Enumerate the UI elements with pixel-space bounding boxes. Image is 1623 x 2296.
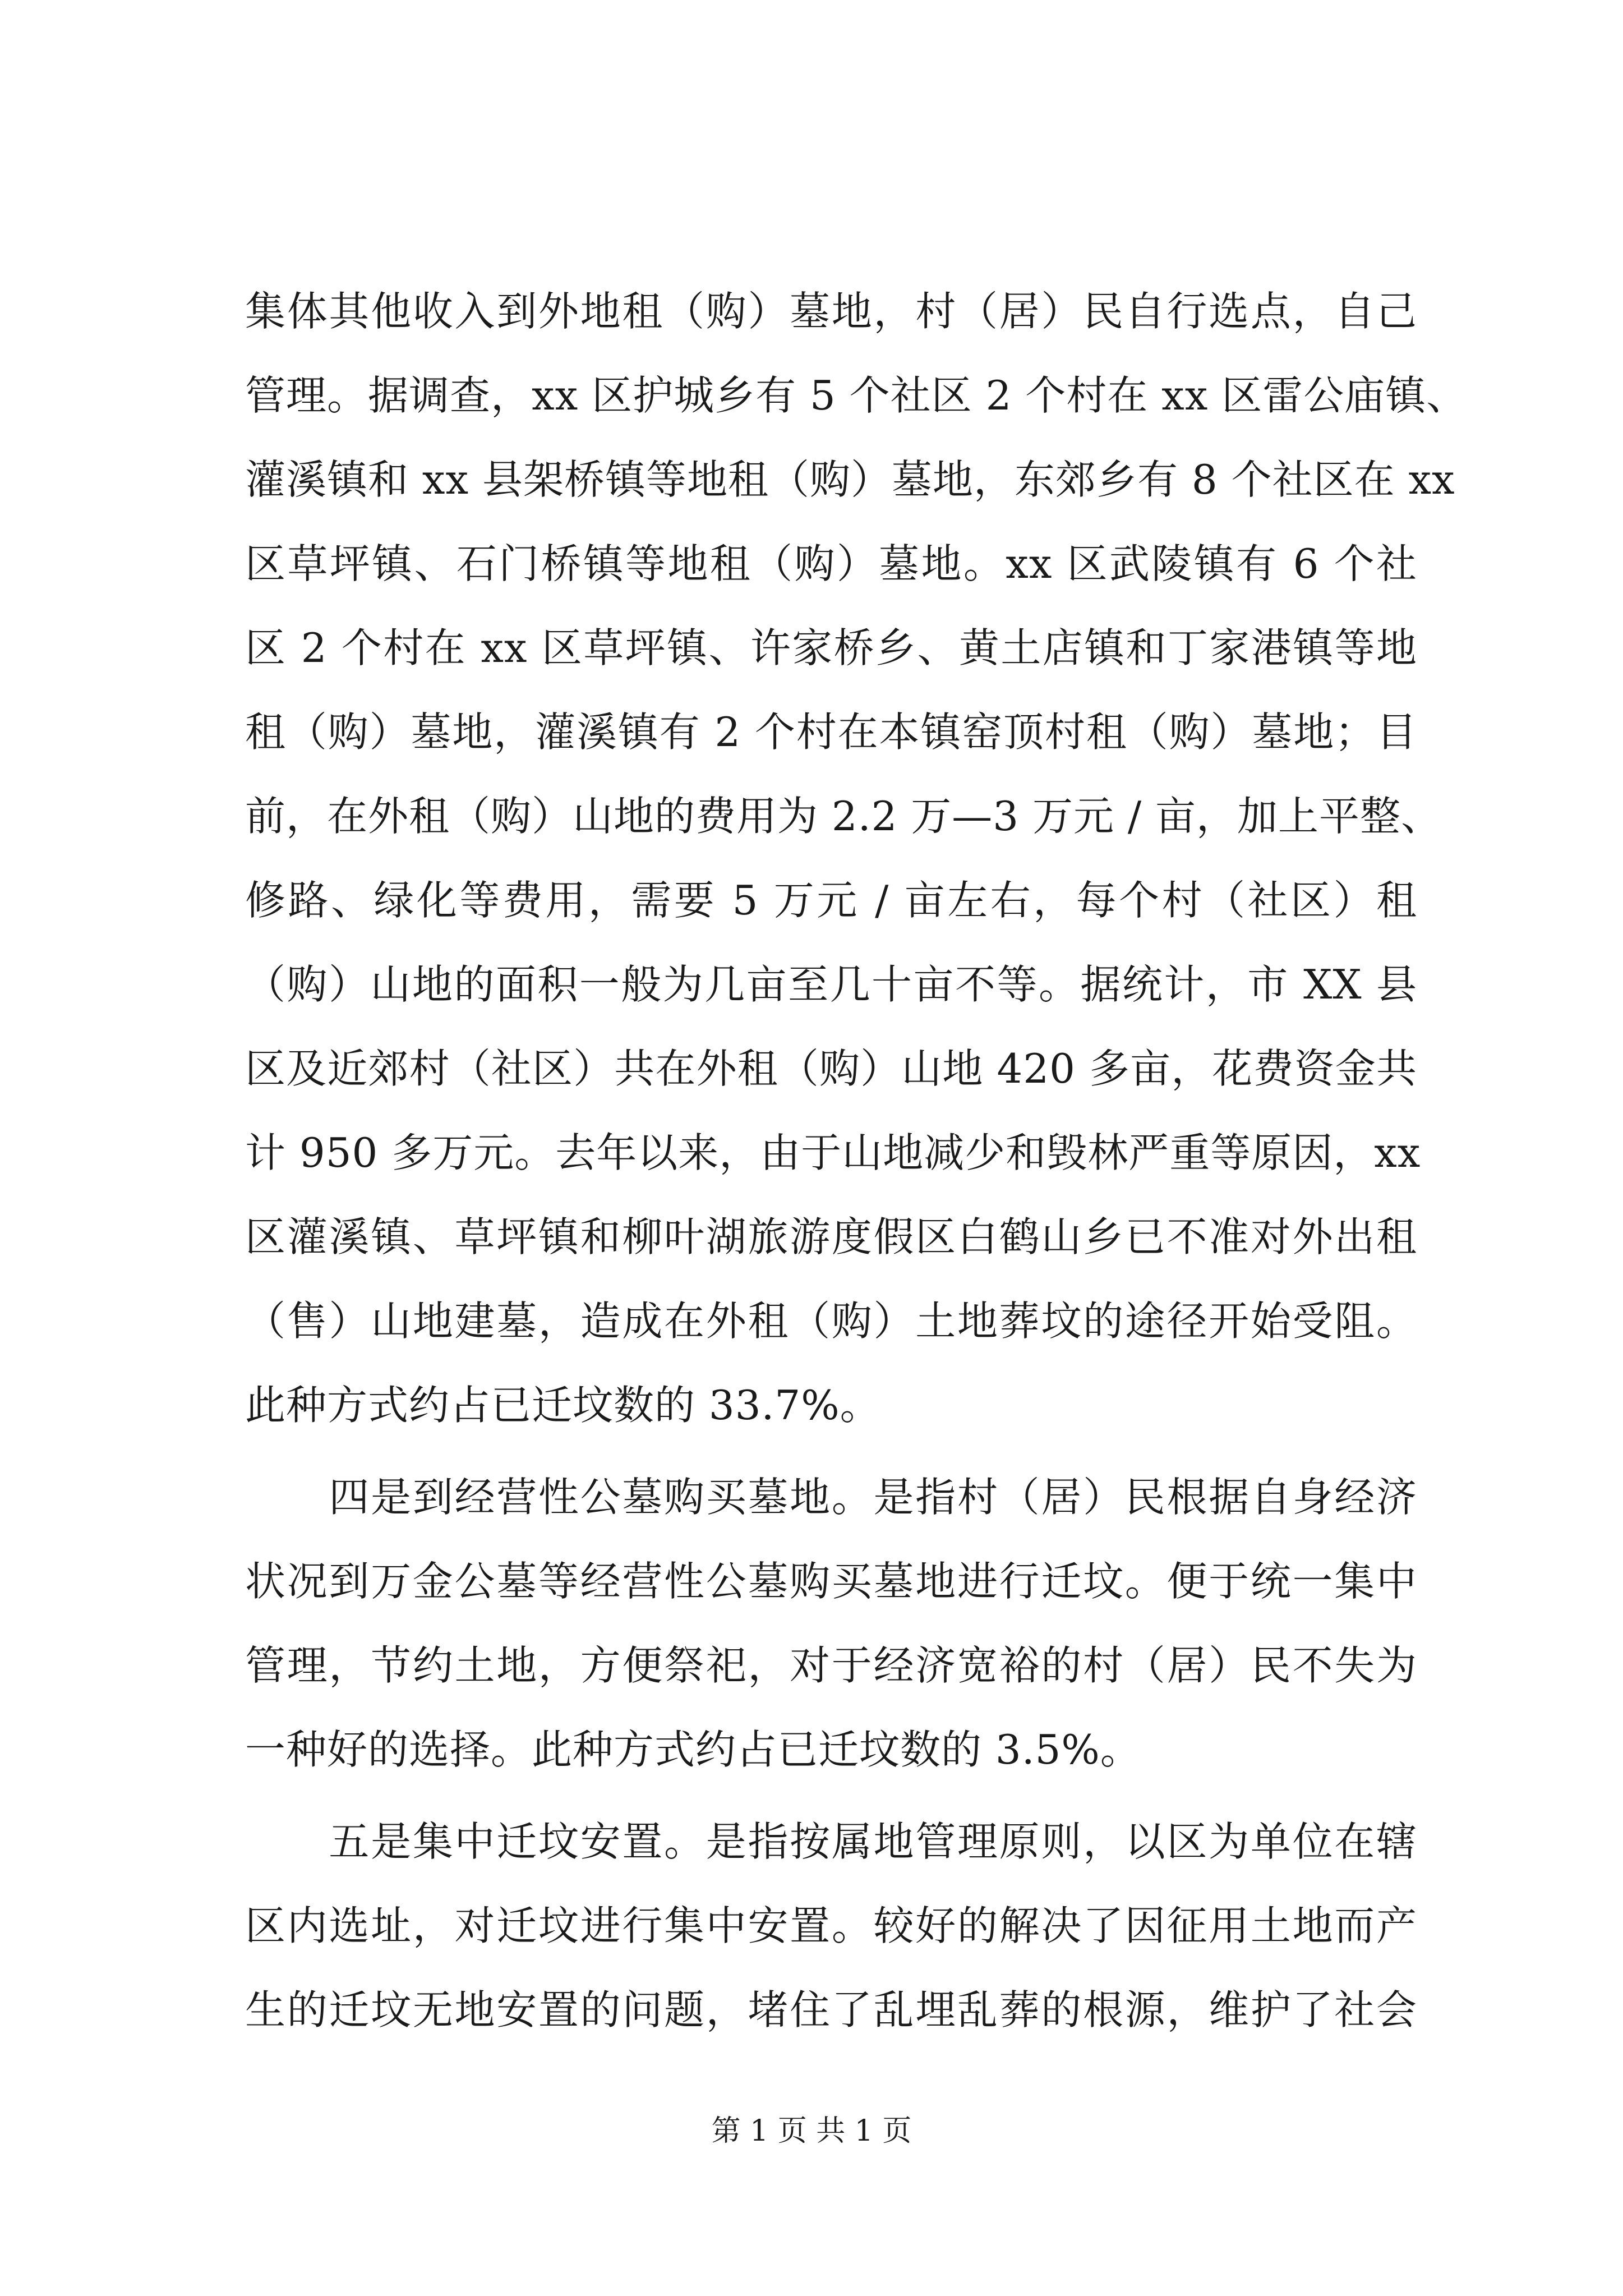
text-line: 一种好的选择。此种方式约占已迁坟数的 3.5%。 (245, 1726, 1141, 1773)
text-line: 区内选址，对迁坟进行集中安置。较好的解决了因征用土地而产 (245, 1902, 1417, 1949)
text-line: 区灌溪镇、草坪镇和柳叶湖旅游度假区白鹤山乡已不准对外出租 (245, 1213, 1417, 1260)
text-line: 管理，节约土地，方便祭祀，对于经济宽裕的村（居）民不失为 (245, 1642, 1417, 1689)
page-number-label: 第 1 页 共 1 页 (711, 2114, 912, 2148)
document-body (245, 269, 1468, 2052)
text-line: 四是到经营性公墓购买墓地。是指村（居）民根据自身经济 (245, 1474, 1417, 1521)
text-line: 租（购）墓地，灌溪镇有 2 个村在本镇窑顶村租（购）墓地；目 (245, 708, 1417, 756)
text-line: 计 950 多万元。去年以来，由于山地减少和毁林严重等原因，xx (245, 1129, 1421, 1176)
paragraph (245, 269, 1468, 1447)
text-line: 区及近郊村（社区）共在外租（购）山地 420 多亩，花费资金共 (245, 1045, 1417, 1092)
text-line: 前，在外租（购）山地的费用为 2.2 万—3 万元 / 亩，加上平整、 (245, 793, 1442, 840)
paragraph-spacing (245, 1792, 1417, 1800)
text-line: 管理。据调查，xx 区护城乡有 5 个社区 2 个村在 xx 区雷公庙镇、 (245, 372, 1468, 419)
paragraph (245, 1800, 1417, 2052)
text-line: （购）山地的面积一般为几亩至几十亩不等。据统计，市 XX 县 (245, 961, 1417, 1008)
text-line: 状况到万金公墓等经营性公墓购买墓地进行迁坟。便于统一集中 (245, 1558, 1417, 1605)
text-line: 此种方式约占已迁坟数的 33.7%。 (245, 1382, 881, 1429)
text-line: 区 2 个村在 xx 区草坪镇、许家桥乡、黄土店镇和丁家港镇等地 (245, 624, 1417, 671)
text-line: （售）山地建墓，造成在外租（购）土地葬坟的途径开始受阻。 (245, 1297, 1417, 1345)
text-line: 区草坪镇、石门桥镇等地租（购）墓地。xx 区武陵镇有 6 个社 (245, 540, 1417, 587)
text-line: 修路、绿化等费用，需要 5 万元 / 亩左右，每个村（社区）租 (245, 877, 1417, 924)
page-footer (0, 2111, 1623, 2151)
text-line: 集体其他收入到外地租（购）墓地，村（居）民自行选点，自己 (245, 288, 1417, 335)
text-line: 五是集中迁坟安置。是指按属地管理原则，以区为单位在辖 (245, 1818, 1417, 1865)
text-line: 生的迁坟无地安置的问题，堵住了乱埋乱葬的根源，维护了社会 (245, 1986, 1417, 2033)
paragraph (245, 1455, 1417, 1792)
text-line: 灌溪镇和 xx 县架桥镇等地租（购）墓地，东郊乡有 8 个社区在 xx (245, 456, 1455, 503)
paragraph-spacing (245, 1447, 1417, 1455)
